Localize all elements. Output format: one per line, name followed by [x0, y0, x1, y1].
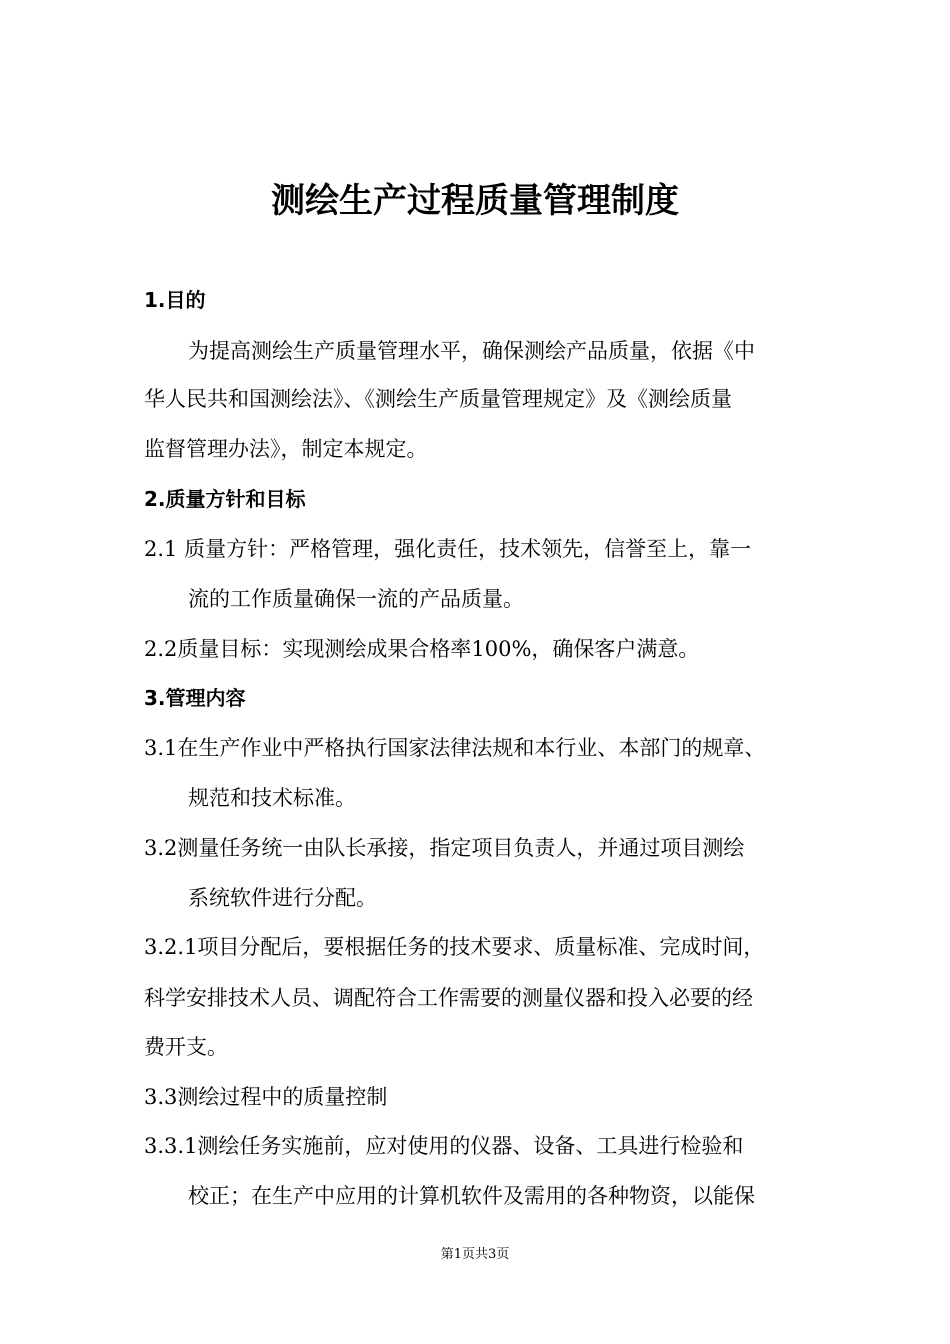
clause-2-1-line: 流的工作质量确保一流的产品质量。	[188, 587, 524, 611]
clause-3-1-line: 规范和技术标准。	[188, 786, 356, 810]
page-title: 测绘生产过程质量管理制度	[271, 181, 679, 221]
clause-3-1-line: 3.1在生产作业中严格执行国家法律法规和本行业、本部门的规章、	[144, 736, 766, 760]
clause-3-2-1-line: 费开支。	[144, 1035, 228, 1059]
clause-3-2-line: 3.2测量任务统一由队长承接，指定项目负责人，并通过项目测绘	[144, 836, 745, 860]
clause-3-2-1-line: 3.2.1项目分配后，要根据任务的技术要求、质量标准、完成时间，	[144, 935, 765, 959]
section-heading-quality-policy: 2.质量方针和目标	[144, 487, 306, 511]
paragraph-line: 监督管理办法》，制定本规定。	[144, 437, 428, 461]
clause-3-3-line: 3.3测绘过程中的质量控制	[144, 1085, 388, 1109]
section-heading-management: 3.管理内容	[144, 686, 246, 710]
paragraph-line: 华人民共和国测绘法》、《测绘生产质量管理规定》及《测绘质量	[144, 387, 732, 411]
clause-3-2-line: 系统软件进行分配。	[188, 886, 377, 910]
section-heading-purpose: 1.目的	[144, 288, 206, 312]
paragraph-line: 为提高测绘生产质量管理水平，确保测绘产品质量，依据《中	[188, 339, 755, 363]
clause-2-1-line: 2.1 质量方针：严格管理，强化责任，技术领先，信誉至上，靠一	[144, 537, 752, 561]
clause-3-3-1-line: 校正；在生产中应用的计算机软件及需用的各种物资，以能保	[188, 1184, 755, 1208]
clause-3-2-1-line: 科学安排技术人员、调配符合工作需要的测量仪器和投入必要的经	[144, 986, 753, 1010]
clause-3-3-1-line: 3.3.1测绘任务实施前，应对使用的仪器、设备、工具进行检验和	[144, 1134, 744, 1158]
page-footer: 第1页共3页	[440, 1247, 510, 1262]
clause-2-2-line: 2.2质量目标：实现测绘成果合格率100%，确保客户满意。	[144, 637, 700, 661]
